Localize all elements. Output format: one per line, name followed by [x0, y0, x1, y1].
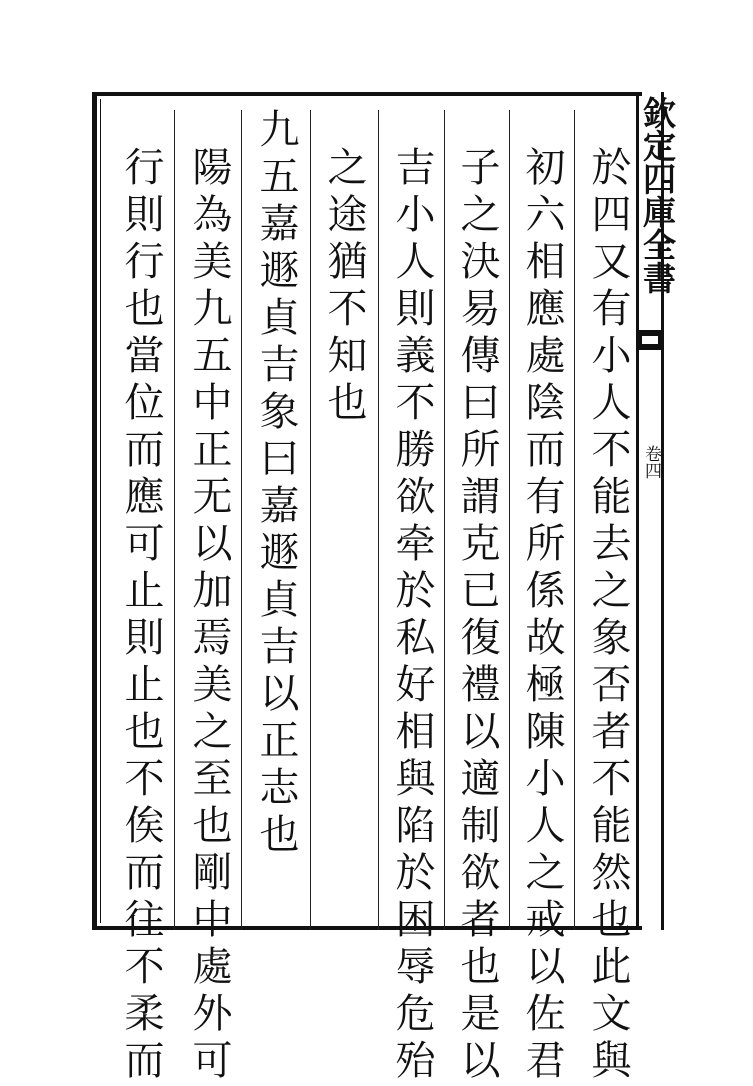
text-column-3: 子之決易傳曰所謂克已復禮以適制欲者也是以 [454, 146, 500, 1086]
gutter-book-title: 欽定四庫全書 [638, 96, 677, 294]
text-column-5: 之途猶不知也 [321, 146, 367, 428]
text-column-4: 吉小人則義不勝欲牵於私好相與陷於困辱危殆 [389, 146, 435, 1086]
text-column-6: 九五嘉遯貞吉象曰嘉遯貞吉以正志也 [253, 108, 299, 860]
text-column-2: 初六相應處陰而有所係故極陳小人之戒以佐君 [519, 146, 565, 1086]
column-divider [241, 110, 242, 930]
text-column-7: 陽為美九五中正无以加焉美之至也剛中處外可 [186, 146, 232, 1086]
column-divider [174, 110, 175, 930]
column-divider [509, 110, 510, 930]
text-column-1: 於四又有小人不能去之象否者不能然也此文與 [585, 146, 631, 1086]
column-divider [444, 110, 445, 930]
column-divider [310, 110, 311, 930]
gutter-volume-label: 卷四 [641, 445, 661, 479]
fishtail-mark [636, 330, 664, 350]
text-column-8: 行則行也當位而應可止則止也不俟而往不柔而 [118, 146, 164, 1086]
column-divider [378, 110, 379, 930]
column-divider [574, 110, 575, 930]
